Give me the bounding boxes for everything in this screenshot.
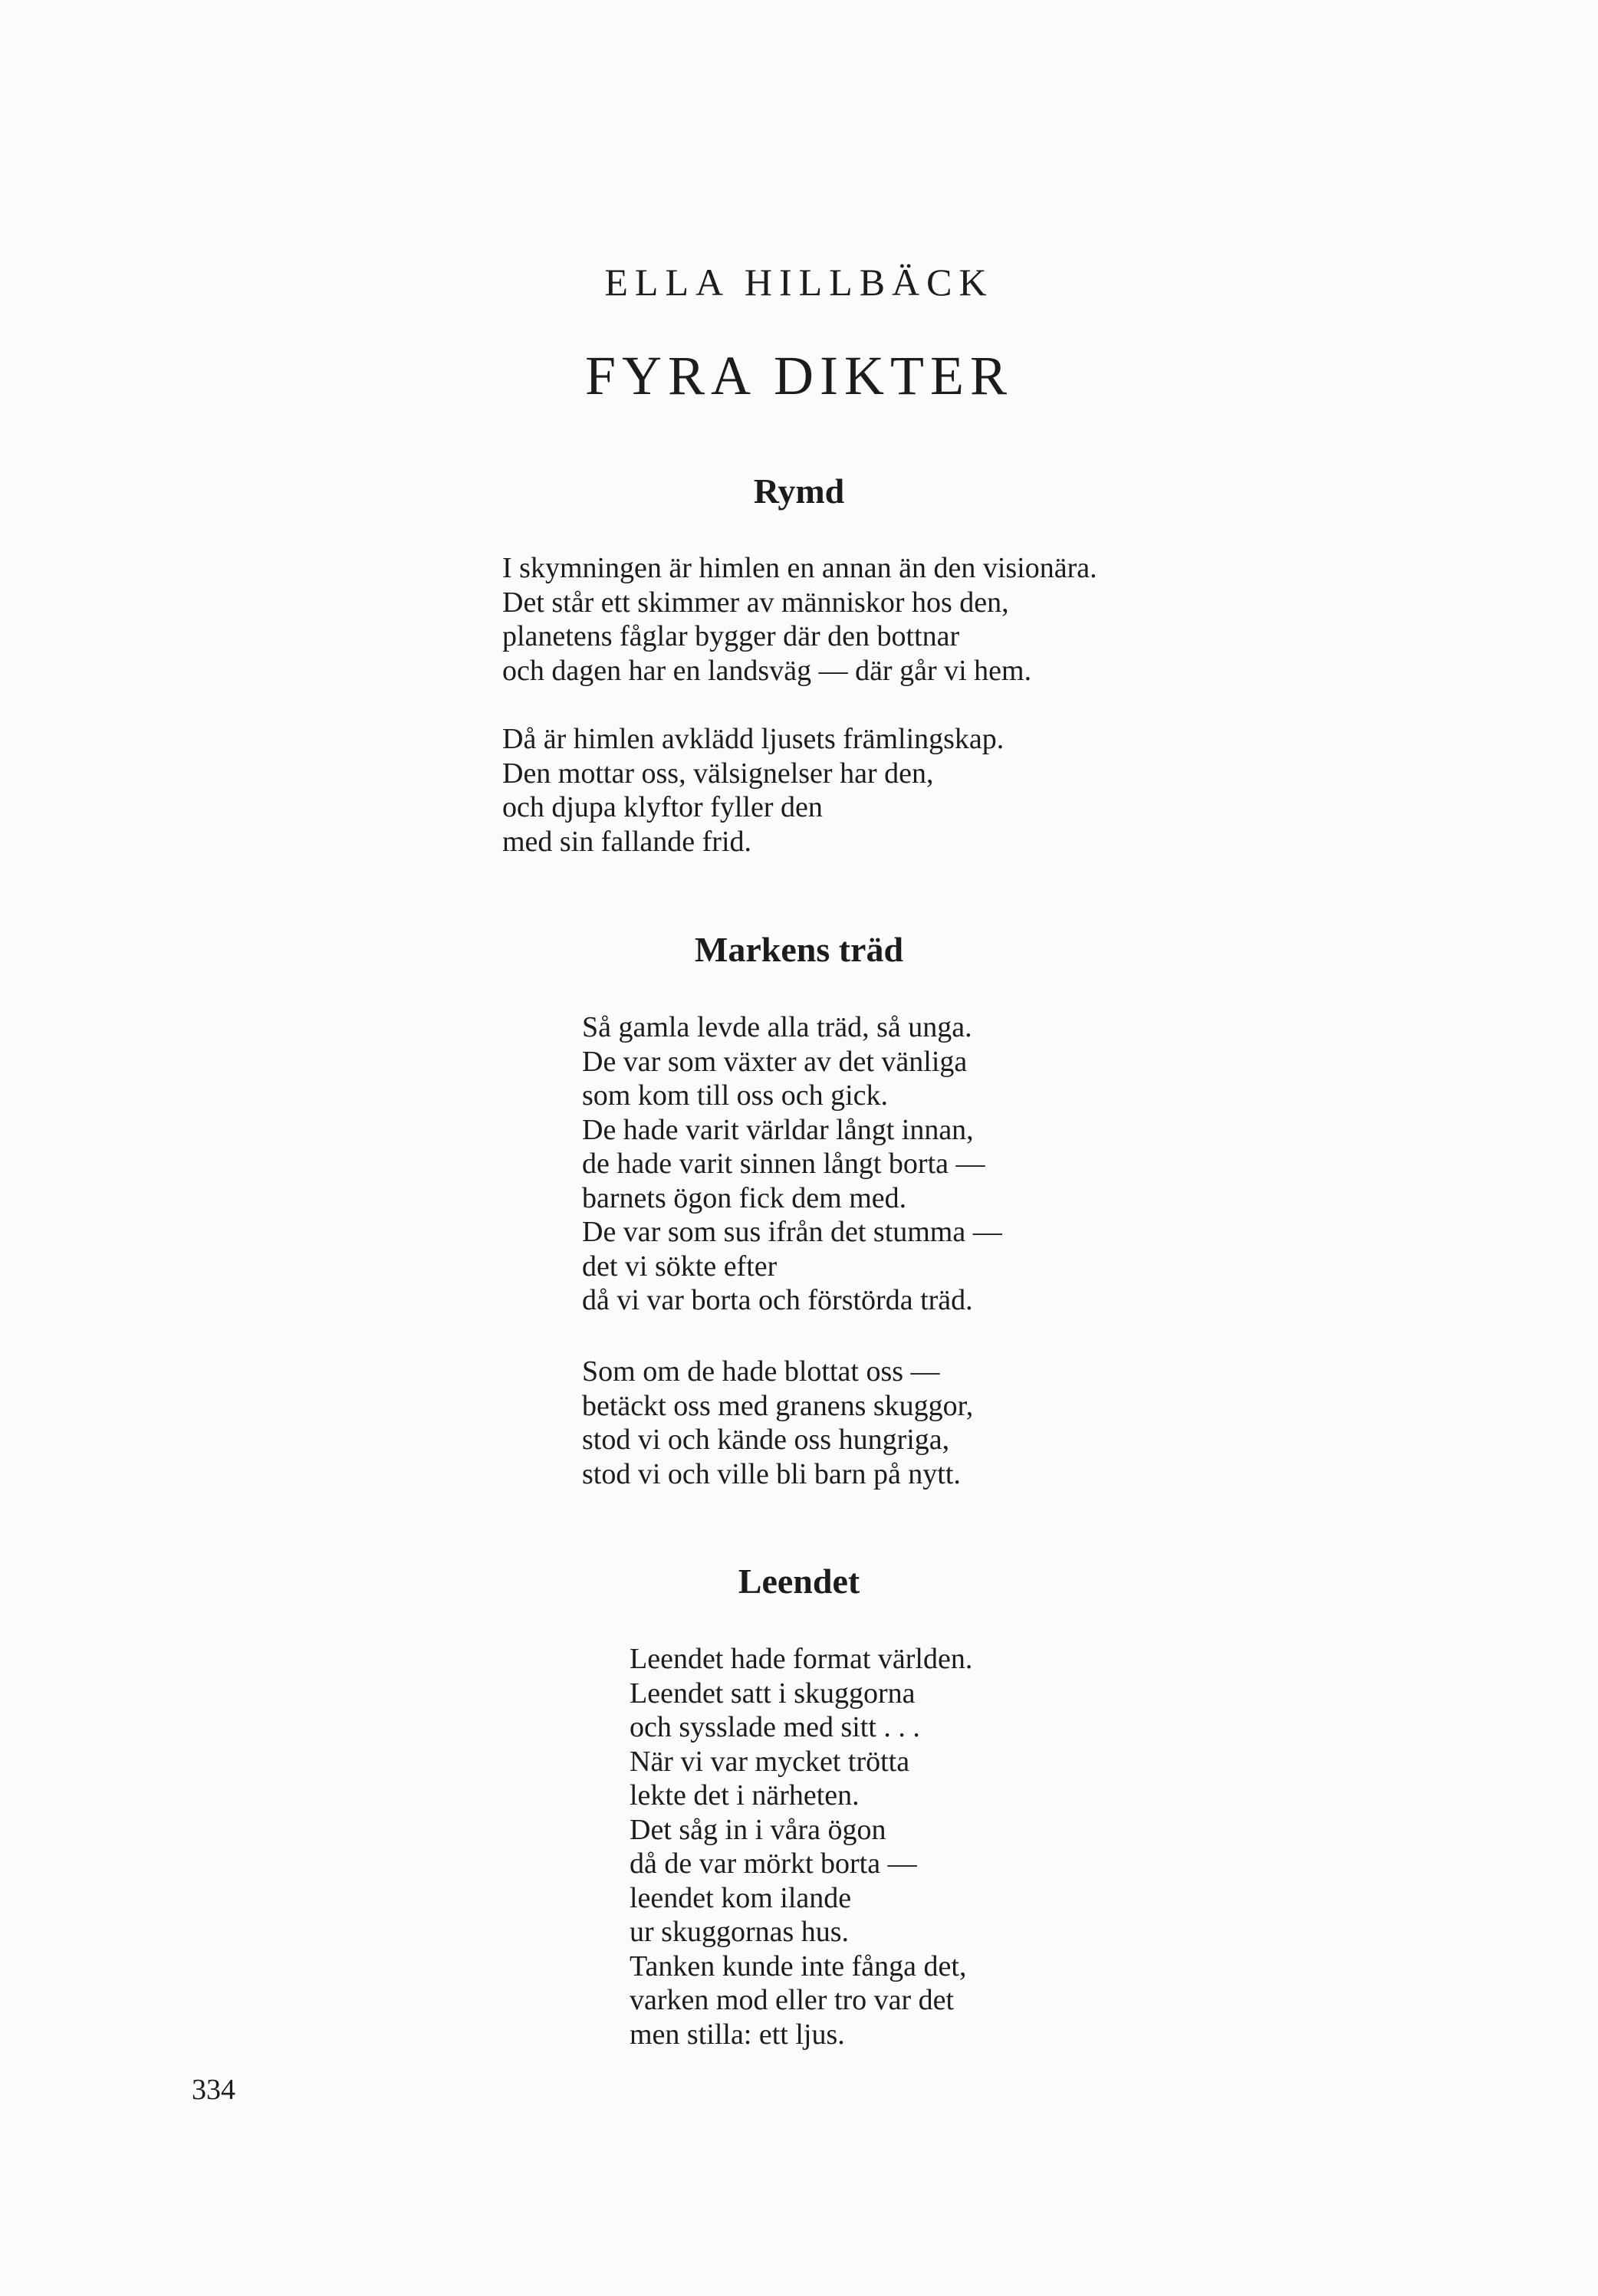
poem-line: men stilla: ett ljus. [630,2018,845,2051]
poem-line: och sysslade med sitt . . . [630,1711,920,1743]
poem-line: I skymningen är himlen en annan än den visionära. [502,552,1097,584]
poem-line: stod vi och ville bli barn på nytt. [582,1457,961,1490]
poem-line: De var som växter av det vänliga [582,1045,968,1078]
poem-line: barnets ögon fick dem med. [582,1181,907,1214]
collection-title: FYRA DIKTER [584,345,1014,406]
poem-line: de hade varit sinnen långt borta — [582,1148,985,1180]
poem-line: betäckt oss med granens skuggor, [582,1389,974,1422]
poem-line: Leendet hade format världen. [630,1643,973,1675]
poem-title-leendet: Leendet [738,1562,860,1601]
poem-line: lekte det i närheten. [630,1779,860,1812]
poem-line: det vi sökte efter [582,1250,778,1283]
poem-line: Det såg in i våra ögon [630,1813,886,1846]
poem-leendet-stanza-1 [630,1642,972,2051]
poem-line: Så gamla levde alla träd, så unga. [582,1011,972,1043]
poem-line: Då är himlen avklädd ljusets främlingskap. [502,723,1005,755]
poem-line: och djupa klyftor fyller den [502,791,823,823]
poem-line: ur skuggornas hus. [630,1916,850,1948]
poem-line: varken mod eller tro var det [630,1984,955,2016]
poem-line: Tanken kunde inte fånga det, [630,1949,967,1982]
poem-markens-trad-stanza-1 [582,1010,1002,1318]
poem-line: Som om de hade blottat oss — [582,1355,940,1388]
poem-line: De var som sus ifrån det stumma — [582,1216,1002,1248]
poem-line: med sin fallande frid. [502,825,752,858]
poem-line: Den mottar oss, välsignelser har den, [502,757,934,790]
poem-rymd-stanza-2 [502,722,1004,859]
poem-rymd-stanza-1 [502,551,1097,688]
poem-line: som kom till oss och gick. [582,1079,888,1112]
poem-line: Det står ett skimmer av människor hos den, [502,586,1009,619]
author-name: ELLA HILLBÄCK [604,261,994,304]
poem-line: När vi var mycket trötta [630,1745,910,1778]
page-number: 334 [192,2074,235,2106]
poem-markens-trad-stanza-2 [582,1355,973,1491]
poem-line: planetens fåglar bygger där den bottnar [502,620,960,652]
poem-line: De hade varit världar långt innan, [582,1113,974,1146]
poem-line: då vi var borta och förstörda träd. [582,1284,973,1316]
poem-line: då de var mörkt borta — [630,1848,917,1880]
poem-title-markens-trad: Markens träd [694,930,904,969]
poem-title-rymd: Rymd [753,471,845,511]
poem-line: och dagen har en landsväg — där går vi hem. [502,654,1032,687]
poem-line: Leendet satt i skuggorna [630,1677,916,1710]
poem-line: leendet kom ilande [630,1881,852,1914]
poem-line: stod vi och kände oss hungriga, [582,1424,950,1456]
